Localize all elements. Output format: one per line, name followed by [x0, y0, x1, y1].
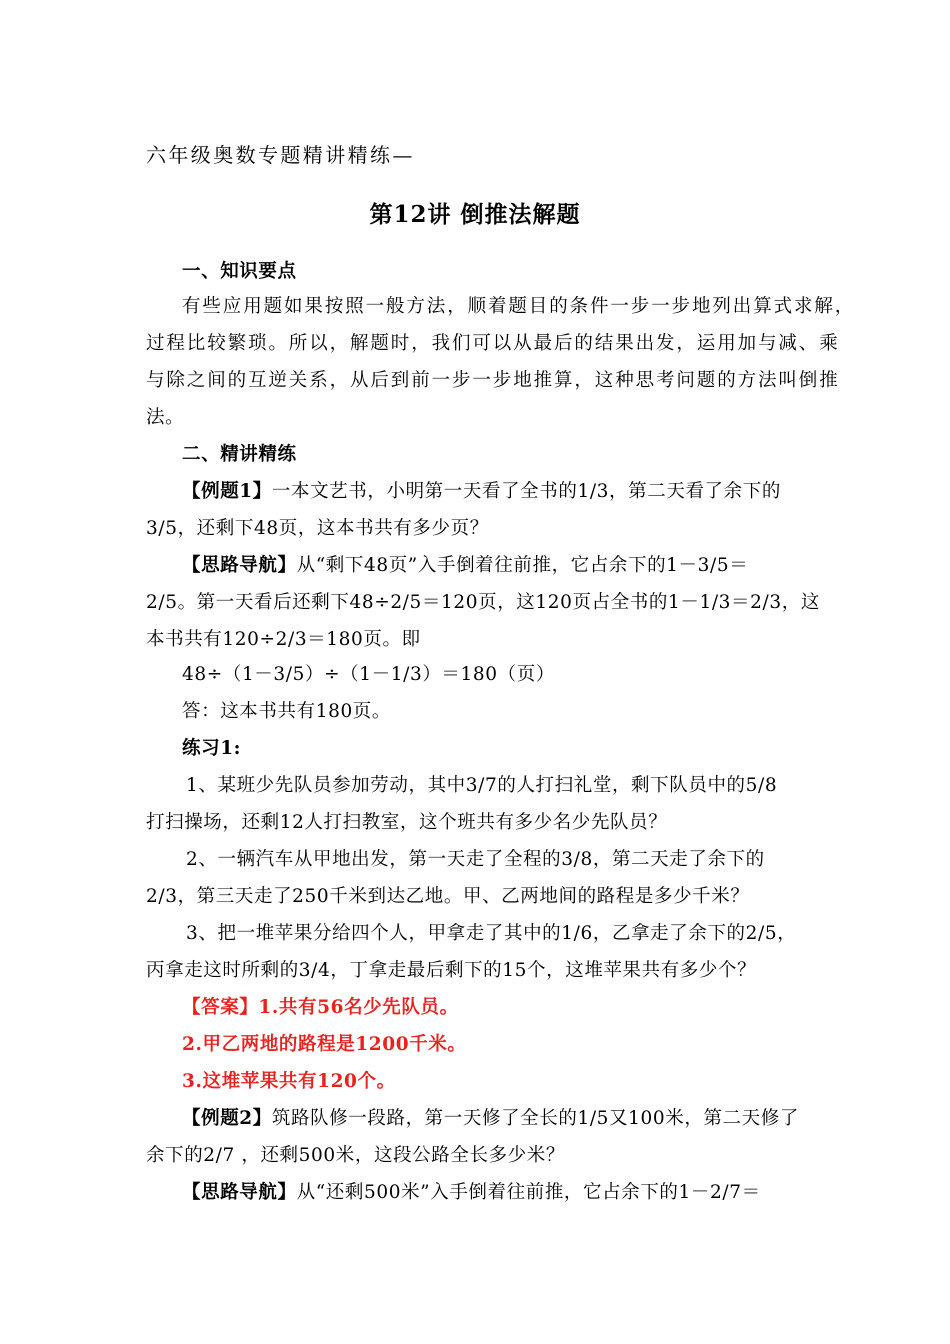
- section1-line-1: 有些应用题如果按照一般方法，顺着题目的条件一步一步地列出算式求解，: [182, 296, 856, 317]
- guide2-text: 从“还剩500米”入手倒着往前推，它占余下的1－2/7＝: [296, 1182, 761, 1203]
- section1-line-3: 与除之间的互逆关系，从后到前一步一步地推算，这种思考问题的方法叫倒推: [146, 370, 840, 391]
- example2-line-1: [182, 1104, 799, 1134]
- example2-line-2: 余下的2/7 ，还剩500米，这段公路全长多少米？: [146, 1145, 565, 1166]
- section1-heading: 一、知识要点: [182, 261, 297, 282]
- example1-tag: 【例题1】: [182, 481, 272, 502]
- answer-2: 2.甲乙两地的路程是1200千米。: [182, 1034, 467, 1055]
- answer-tag: 【答案】: [182, 997, 259, 1018]
- guide1-line-3: 本书共有120÷2/3＝180页。即: [146, 629, 421, 650]
- lecture-title: 第12讲 倒推法解题: [369, 201, 581, 228]
- document-header: 六年级奥数专题精讲精练—: [146, 143, 415, 167]
- practice1-q3-line-1: 3、把一堆苹果分给四个人，甲拿走了其中的1/6，乙拿走了余下的2/5，: [186, 923, 797, 944]
- guide1-tag: 【思路导航】: [182, 555, 297, 576]
- example2-text: 筑路队修一段路，第一天修了全长的1/5又100米，第二天修了: [271, 1108, 799, 1129]
- section1-line-2: 过程比较繁琐。所以，解题时，我们可以从最后的结果出发，运用加与减、乘: [146, 333, 840, 354]
- example1-line-1: [182, 477, 781, 507]
- section1-line-4: 法。: [146, 407, 185, 428]
- guide1-answer: 答：这本书共有180页。: [182, 701, 392, 722]
- guide2-tag: 【思路导航】: [182, 1182, 297, 1203]
- practice1-q1-line-2: 打扫操场，还剩12人打扫教室，这个班共有多少名少先队员？: [146, 812, 668, 833]
- guide1-line-2: 2/5。第一天看后还剩下48÷2/5＝120页，这120页占全书的1－1/3＝2/3，这: [146, 592, 820, 613]
- example1-line-2: 3/5，还剩下48页，这本书共有多少页？: [146, 518, 489, 539]
- guide1-formula: 48÷（1－3/5）÷（1－1/3）＝180（页）: [182, 664, 555, 685]
- answer-line-1: [182, 993, 459, 1023]
- practice1-q2-line-2: 2/3，第三天走了250千米到达乙地。甲、乙两地间的路程是多少千米？: [146, 886, 750, 907]
- guide2-line-1: [182, 1178, 761, 1208]
- practice1-heading: 练习1:: [182, 738, 242, 759]
- practice1-q3-line-2: 丙拿走这时所剩的3/4，丁拿走最后剩下的15个，这堆苹果共有多少个？: [146, 960, 757, 981]
- answer-1: 1.共有56名少先队员。: [258, 997, 459, 1018]
- practice1-q2-line-1: 2、一辆汽车从甲地出发，第一天走了全程的3/8，第二天走了余下的: [186, 849, 765, 870]
- practice1-q1-line-1: 1、某班少先队员参加劳动，其中3/7的人打扫礼堂，剩下队员中的5/8: [186, 775, 778, 796]
- example1-text: 一本文艺书，小明第一天看了全书的1/3，第二天看了余下的: [271, 481, 781, 502]
- guide1-text: 从“剩下48页”入手倒着往前推，它占余下的1－3/5＝: [296, 555, 749, 576]
- answer-3: 3.这堆苹果共有120个。: [182, 1071, 396, 1092]
- guide1-line-1: [182, 551, 748, 581]
- example2-tag: 【例题2】: [182, 1108, 272, 1129]
- section2-heading: 二、精讲精练: [182, 444, 297, 465]
